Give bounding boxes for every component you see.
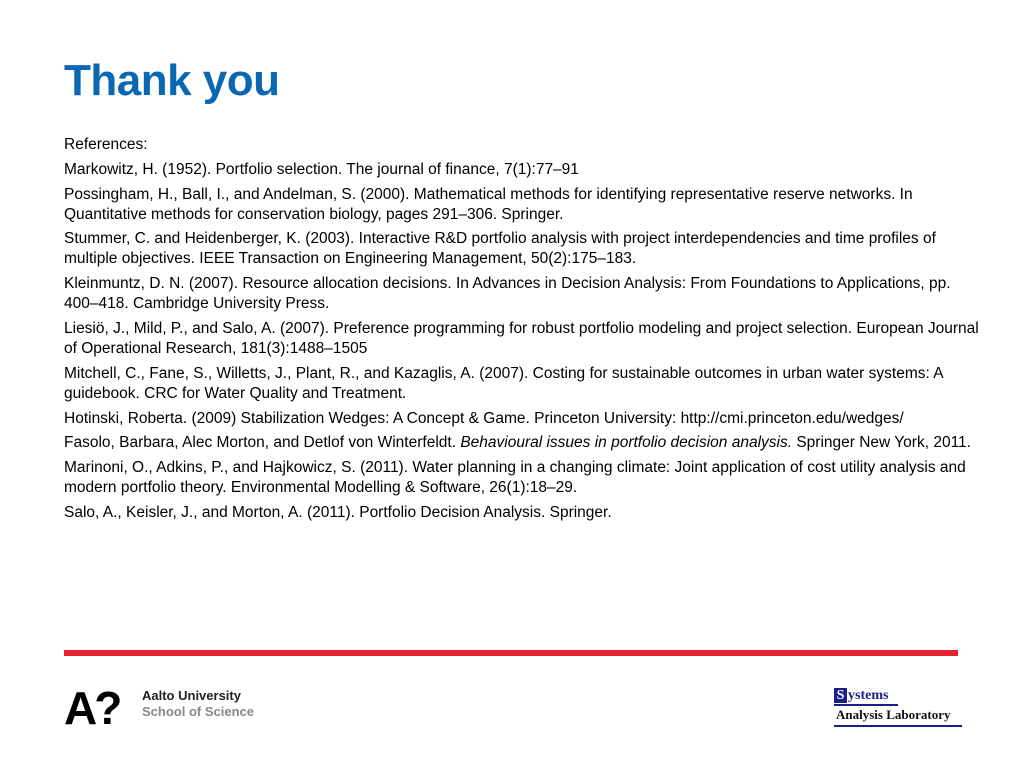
reference-item: Liesiö, J., Mild, P., and Salo, A. (2007). Preference programming for robust portfolio modeling and project selection. European Journal of Operational Research, 181(3):1488–1505 bbox=[64, 319, 979, 357]
references-list bbox=[64, 135, 984, 528]
sal-underline bbox=[834, 725, 962, 727]
aalto-mark-icon: A? bbox=[64, 682, 120, 734]
sal-systems-label: ystems bbox=[848, 688, 889, 703]
reference-item: Kleinmuntz, D. N. (2007). Resource allocation decisions. In Advances in Decision Analysis: From Foundations to Applications, pp. 400–418. Cambridge University Press. bbox=[64, 275, 951, 313]
reference-item: Stummer, C. and Heidenberger, K. (2003). Interactive R&D portfolio analysis with project interdependencies and time profiles of multiple objectives. IEEE Transaction on Engineering Management, 50(2):175–183. bbox=[64, 230, 936, 268]
aalto-wordmark bbox=[142, 688, 254, 720]
reference-item: Mitchell, C., Fane, S., Willetts, J., Plant, R., and Kazaglis, A. (2007). Costing for sustainable outcomes in urban water systems: A guidebook. CRC for Water Quality and Treatment. bbox=[64, 364, 943, 402]
references-heading: References: bbox=[64, 136, 148, 153]
reference-item: Salo, A., Keisler, J., and Morton, A. (2011). Portfolio Decision Analysis. Springer. bbox=[64, 503, 612, 521]
reference-text: Springer New York, 2011. bbox=[792, 434, 971, 452]
aalto-school-label: School of Science bbox=[142, 704, 254, 719]
systems-analysis-lab-logo bbox=[834, 686, 964, 730]
aalto-university-label: Aalto University bbox=[142, 688, 241, 703]
footer-divider bbox=[64, 650, 958, 656]
reference-book-title: Behavioural issues in portfolio decision analysis. bbox=[460, 434, 793, 452]
sal-initial: S bbox=[834, 688, 847, 703]
sal-underline bbox=[834, 704, 898, 706]
reference-item bbox=[64, 433, 984, 453]
page-title: Thank you bbox=[64, 56, 280, 105]
reference-text: Fasolo, Barbara, Alec Morton, and Detlof von Winterfeldt. bbox=[64, 434, 461, 452]
reference-item: Marinoni, O., Adkins, P., and Hajkowicz, S. (2011). Water planning in a changing climate: Joint application of cost utility analysis and modern portfolio theory. Environmental Modelling & Software, 26(1):18–29. bbox=[64, 459, 966, 497]
sal-lab-label: Analysis Laboratory bbox=[836, 707, 951, 722]
reference-item: Possingham, H., Ball, I., and Andelman, S. (2000). Mathematical methods for identifying representative reserve networks. In Quantitative methods for conservation biology, pages 291–306. Springer. bbox=[64, 185, 913, 223]
reference-item: Markowitz, H. (1952). Portfolio selection. The journal of finance, 7(1):77–91 bbox=[64, 160, 579, 178]
reference-item: Hotinski, Roberta. (2009) Stabilization Wedges: A Concept & Game. Princeton University: http://cmi.princeton.edu/wedges/ bbox=[64, 409, 904, 427]
